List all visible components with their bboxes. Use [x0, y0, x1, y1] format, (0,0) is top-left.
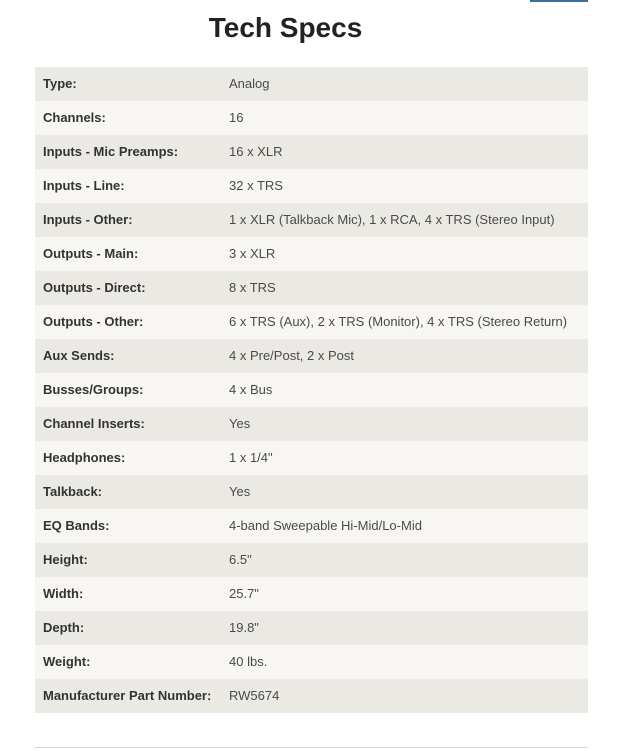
spec-row-headphones: [35, 441, 588, 475]
spec-value: 19.8": [229, 620, 259, 635]
spec-label: Headphones:: [43, 450, 126, 465]
spec-row-channel-inserts: [35, 407, 588, 441]
spec-row-busses-groups: [35, 373, 588, 407]
spec-value: 3 x XLR: [229, 246, 276, 261]
top-accent-bar: [530, 0, 588, 2]
spec-value: 8 x TRS: [229, 280, 276, 295]
spec-label: Busses/Groups:: [43, 382, 144, 397]
spec-value: 1 x 1/4": [229, 450, 273, 465]
spec-label: Outputs - Main:: [43, 246, 139, 261]
spec-row-manufacturer-part-number: [35, 679, 588, 713]
spec-label: Weight:: [43, 654, 91, 669]
spec-value: RW5674: [229, 688, 280, 703]
spec-value: Yes: [229, 416, 251, 431]
spec-row-aux-sends: [35, 339, 588, 373]
spec-value: 6.5": [229, 552, 252, 567]
spec-value: 40 lbs.: [229, 654, 268, 669]
spec-value: 16: [229, 110, 244, 125]
spec-label: Manufacturer Part Number:: [43, 688, 212, 703]
tech-specs-table: [35, 67, 588, 713]
spec-label: Aux Sends:: [43, 348, 115, 363]
section-title: Tech Specs: [208, 12, 363, 43]
spec-row-inputs-other: [35, 203, 588, 237]
spec-label: EQ Bands:: [43, 518, 110, 533]
spec-row-type: [35, 67, 588, 101]
spec-value: 4 x Pre/Post, 2 x Post: [229, 348, 354, 363]
spec-value: Analog: [229, 76, 270, 91]
spec-row-eq-bands: [35, 509, 588, 543]
divider: [35, 747, 588, 748]
spec-row-width: [35, 577, 588, 611]
spec-label: Channels:: [43, 110, 106, 125]
spec-value: 32 x TRS: [229, 178, 283, 193]
spec-row-weight: [35, 645, 588, 679]
spec-value: 4 x Bus: [229, 382, 273, 397]
spec-label: Outputs - Direct:: [43, 280, 146, 295]
spec-row-outputs-main: [35, 237, 588, 271]
spec-row-inputs-mic-preamps: [35, 135, 588, 169]
spec-label: Talkback:: [43, 484, 103, 499]
spec-label: Inputs - Mic Preamps:: [43, 144, 179, 159]
spec-label: Outputs - Other:: [43, 314, 144, 329]
spec-value: 4-band Sweepable Hi-Mid/Lo-Mid: [229, 518, 422, 533]
spec-label: Inputs - Other:: [43, 212, 133, 227]
spec-value: 6 x TRS (Aux), 2 x TRS (Monitor), 4 x TRS (Stereo Return): [229, 314, 568, 329]
spec-label: Inputs - Line:: [43, 178, 125, 193]
spec-row-inputs-line: [35, 169, 588, 203]
spec-label: Type:: [43, 76, 77, 91]
spec-row-outputs-other: [35, 305, 588, 339]
spec-row-depth: [35, 611, 588, 645]
spec-value: Yes: [229, 484, 251, 499]
spec-value: 25.7": [229, 586, 259, 601]
spec-label: Channel Inserts:: [43, 416, 145, 431]
spec-label: Width:: [43, 586, 84, 601]
spec-row-height: [35, 543, 588, 577]
spec-row-channels: [35, 101, 588, 135]
spec-value: 16 x XLR: [229, 144, 283, 159]
spec-row-talkback: [35, 475, 588, 509]
spec-row-outputs-direct: [35, 271, 588, 305]
spec-value: 1 x XLR (Talkback Mic), 1 x RCA, 4 x TRS (Stereo Input): [229, 212, 555, 227]
spec-label: Height:: [43, 552, 88, 567]
spec-label: Depth:: [43, 620, 85, 635]
